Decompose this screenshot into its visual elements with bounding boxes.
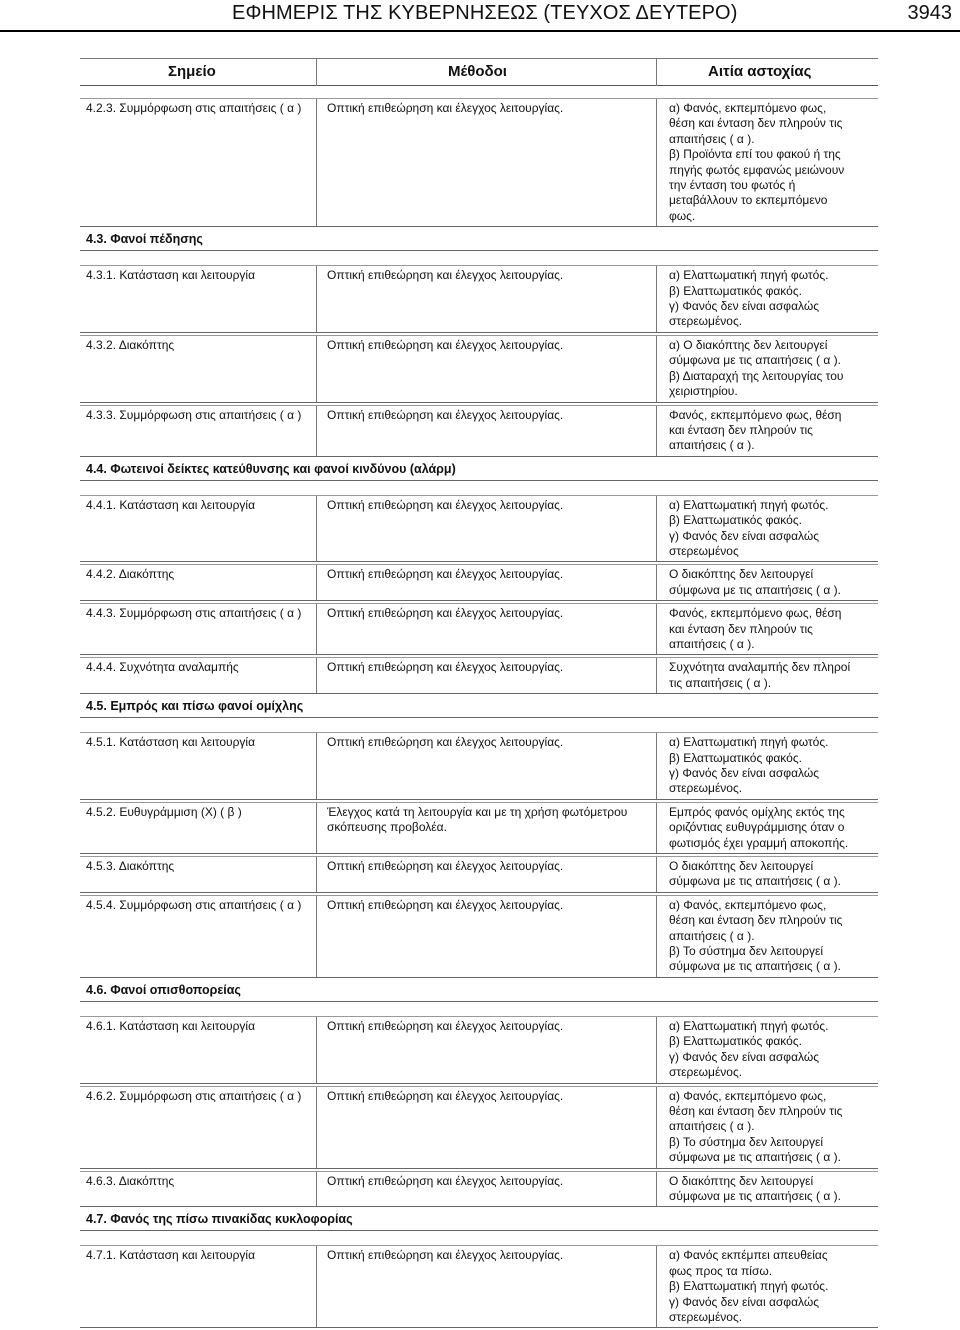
method-cell: Οπτική επιθεώρηση και έλεγχος λειτουργίας. [316,733,656,799]
reason-line: χειριστηρίου. [669,384,738,399]
reason-line: β) Ελαττωματικός φακός. [669,1034,802,1049]
point-cell: 4.6.1. Κατάσταση και λειτουργία [86,1018,256,1033]
point-cell: 4.3.3. Συμμόρφωση στις απαιτήσεις ( α ) [86,407,302,422]
point-cell: 4.7.1. Κατάσταση και λειτουργία [86,1248,256,1263]
reason-line: β) Το σύστημα δεν λειτουργεί [669,944,824,959]
reason-line: γ) Φανός δεν είναι ασφαλώς [669,1049,819,1064]
reason-line: απαιτήσεις ( α ). [669,438,755,453]
column-header-reason: Αιτία αστοχίας [708,63,812,80]
reason-line: Ο διακόπτης δεν λειτουργεί [669,1173,814,1188]
reason-line: απαιτήσεις ( α ). [669,636,755,651]
reason-line: σύμφωνα με τις απαιτήσεις ( α ). [669,353,841,368]
reason-line: Φανός, εκπεμπόμενο φως, θέση [669,407,842,422]
reason-line: θέση και ένταση δεν πληρούν τις [669,913,843,928]
reason-line: α) Ο διακόπτης δεν λειτουργεί [669,337,828,352]
reason-line: φως. [669,208,696,223]
point-cell: 4.3.1. Κατάσταση και λειτουργία [86,268,256,283]
method-cell: Οπτική επιθεώρηση και έλεγχος λειτουργίας. [316,658,656,693]
reason-line: σύμφωνα με τις απαιτήσεις ( α ). [669,959,841,974]
reason-line: πηγής φωτός εμφανώς μειώνουν [669,162,845,177]
point-cell: 4.6.2. Συμμόρφωση στις απαιτήσεις ( α ) [86,1088,302,1103]
table-row [80,856,878,893]
reason-line: σύμφωνα με τις απαιτήσεις ( α ). [669,1150,841,1165]
table-row [80,98,878,227]
point-cell: 4.5.3. Διακόπτης [86,859,175,874]
table-row [80,603,878,655]
method-cell: Οπτική επιθεώρηση και έλεγχος λειτουργίας. [316,857,656,892]
section-heading: 4.5. Εμπρός και πίσω φανοί ομίχλης [80,696,878,718]
reason-line: φως προς τα πίσω. [669,1263,773,1278]
reason-line: θέση και ένταση δεν πληρούν τις [669,1103,843,1118]
point-cell: 4.5.2. Ευθυγράμμιση (Χ) ( β ) [86,804,242,819]
reason-line: α) Φανός, εκπεμπόμενο φως, [669,101,827,115]
point-cell: 4.4.4. Συχνότητα αναλαμπής [86,660,239,675]
reason-line: Φανός, εκπεμπόμενο φως, θέση [669,606,842,621]
reason-line: και ένταση δεν πληρούν τις [669,621,813,636]
table-row [80,1016,878,1084]
section-heading: 4.3. Φανοί πέδησης [80,229,878,251]
reason-cell [656,1172,878,1207]
reason-line: β) Προϊόντα επί του φακού ή της [669,147,841,162]
reason-cell [656,336,878,402]
method-cell: Οπτική επιθεώρηση και έλεγχος λειτουργίας. [316,336,656,402]
reason-line: β) Ελαττωματική πηγή φωτός. [669,1279,829,1294]
reason-cell [656,733,878,799]
reason-line: β) Ελαττωματικός φακός. [669,283,802,298]
header-rule [0,30,960,32]
point-cell: 4.4.3. Συμμόρφωση στις απαιτήσεις ( α ) [86,606,302,621]
table-body [80,98,878,1328]
method-cell: Οπτική επιθεώρηση και έλεγχος λειτουργίας. [316,565,656,600]
method-cell: Οπτική επιθεώρηση και έλεγχος λειτουργίας. [316,1087,656,1168]
reason-line: την ένταση του φωτός ή [669,178,796,193]
page-header [0,0,960,34]
method-cell: Οπτική επιθεώρηση και έλεγχος λειτουργίας. [316,266,656,332]
reason-cell [656,266,878,332]
table-row [80,564,878,601]
reason-line: φωτισμός έχει γραμμή αποκοπής. [669,835,849,850]
reason-cell [656,565,878,600]
reason-line: σύμφωνα με τις απαιτήσεις ( α ). [669,582,841,597]
method-cell: Έλεγχος κατά τη λειτουργία και με τη χρήση φωτόμετρου σκόπευσης προβολέα. [316,803,656,853]
reason-line: β) Το σύστημα δεν λειτουργεί [669,1134,824,1149]
table-row [80,732,878,800]
table-row [80,895,878,978]
table-row [80,405,878,457]
method-cell: Οπτική επιθεώρηση και έλεγχος λειτουργίας. [316,1246,656,1327]
table-row [80,657,878,694]
reason-cell [656,1246,878,1327]
reason-line: α) Ελαττωματική πηγή φωτός. [669,268,829,283]
reason-line: σύμφωνα με τις απαιτήσεις ( α ). [669,1188,841,1203]
method-cell: Οπτική επιθεώρηση και έλεγχος λειτουργίας. [316,1172,656,1207]
header-spacer [80,86,878,98]
reason-cell [656,857,878,892]
reason-line: τις απαιτήσεις ( α ). [669,675,772,690]
method-cell: Οπτική επιθεώρηση και έλεγχος λειτουργίας. [316,896,656,977]
reason-line: β) Ελαττωματικός φακός. [669,750,802,765]
reason-line: στερεωμένος. [669,314,743,329]
point-cell: 4.2.3. Συμμόρφωση στις απαιτήσεις ( α ) [86,101,302,115]
reason-line: α) Φανός, εκπεμπόμενο φως, [669,897,827,912]
reason-line: απαιτήσεις ( α ). [669,928,755,943]
reason-line: Εμπρός φανός ομίχλης εκτός της [669,804,845,819]
table-row [80,1245,878,1328]
reason-line: α) Φανός, εκπεμπόμενο φως, [669,1088,827,1103]
reason-line: Ο διακόπτης δεν λειτουργεί [669,567,814,582]
reason-line: οριζόντιας ευθυγράμμισης όταν ο [669,820,845,835]
table-row [80,335,878,403]
column-header-point: Σημείο [168,63,216,80]
table-row [80,1086,878,1169]
point-cell: 4.3.2. Διακόπτης [86,337,175,352]
section-heading: 4.4. Φωτεινοί δείκτες κατεύθυνσης και φανοί κινδύνου (αλάρμ) [80,459,878,481]
reason-cell [656,803,878,853]
reason-line: στερεωμένος. [669,1065,743,1080]
reason-line: σύμφωνα με τις απαιτήσεις ( α ). [669,874,841,889]
point-cell: 4.6.3. Διακόπτης [86,1173,175,1188]
method-cell: Οπτική επιθεώρηση και έλεγχος λειτουργίας. [316,406,656,456]
reason-line: α) Φανός εκπέμπει απευθείας [669,1248,828,1263]
reason-line: γ) Φανός δεν είναι ασφαλώς [669,528,819,543]
reason-line: β) Ελαττωματικός φακός. [669,513,802,528]
column-header-row [80,58,878,86]
reason-cell [656,406,878,456]
reason-cell [656,99,878,226]
method-cell: Οπτική επιθεώρηση και έλεγχος λειτουργίας. [316,99,656,226]
table-row [80,802,878,854]
section-heading: 4.7. Φανός της πίσω πινακίδας κυκλοφορίας [80,1209,878,1231]
reason-line: γ) Φανός δεν είναι ασφαλώς [669,1294,819,1309]
reason-line: α) Ελαττωματική πηγή φωτός. [669,1018,829,1033]
reason-line: α) Ελαττωματική πηγή φωτός. [669,497,829,512]
inspection-table [80,58,878,1330]
reason-line: β) Διαταραχή της λειτουργίας του [669,368,844,383]
reason-line: γ) Φανός δεν είναι ασφαλώς [669,299,819,314]
table-row [80,1171,878,1208]
section-heading: 4.6. Φανοί οπισθοπορείας [80,980,878,1002]
reason-cell [656,604,878,654]
reason-line: και ένταση δεν πληρούν τις [669,422,813,437]
point-cell: 4.5.4. Συμμόρφωση στις απαιτήσεις ( α ) [86,897,302,912]
reason-line: Συχνότητα αναλαμπής δεν πληροί [669,660,851,675]
reason-line: Ο διακόπτης δεν λειτουργεί [669,859,814,874]
reason-line: θέση και ένταση δεν πληρούν τις [669,116,843,131]
reason-line: α) Ελαττωματική πηγή φωτός. [669,735,829,750]
method-cell: Οπτική επιθεώρηση και έλεγχος λειτουργίας. [316,1017,656,1083]
table-row [80,265,878,333]
reason-cell [656,658,878,693]
column-divider [656,59,657,86]
reason-line: στερεωμένος [669,543,739,558]
reason-line: γ) Φανός δεν είναι ασφαλώς [669,766,819,780]
point-cell: 4.4.2. Διακόπτης [86,567,175,582]
reason-line: στερεωμένος. [669,781,743,796]
point-cell: 4.5.1. Κατάσταση και λειτουργία [86,735,256,750]
reason-cell [656,1087,878,1168]
page-number: 3943 [907,2,952,24]
method-cell: Οπτική επιθεώρηση και έλεγχος λειτουργίας. [316,604,656,654]
column-divider [316,59,317,86]
reason-line: στερεωμένος. [669,1309,743,1324]
column-header-method: Μέθοδοι [448,63,507,80]
reason-line: μεταβάλλουν το εκπεμπόμενο [669,193,828,208]
reason-cell [656,496,878,562]
reason-cell [656,896,878,977]
gazette-title: ΕΦΗΜΕΡΙΣ ΤΗΣ ΚΥΒΕΡΝΗΣΕΩΣ (ΤΕΥΧΟΣ ΔΕΥΤΕΡΟ) [232,2,738,24]
reason-cell [656,1017,878,1083]
method-cell: Οπτική επιθεώρηση και έλεγχος λειτουργίας. [316,496,656,562]
reason-line: απαιτήσεις ( α ). [669,131,755,146]
table-row [80,495,878,563]
reason-line: απαιτήσεις ( α ). [669,1119,755,1134]
point-cell: 4.4.1. Κατάσταση και λειτουργία [86,497,256,512]
